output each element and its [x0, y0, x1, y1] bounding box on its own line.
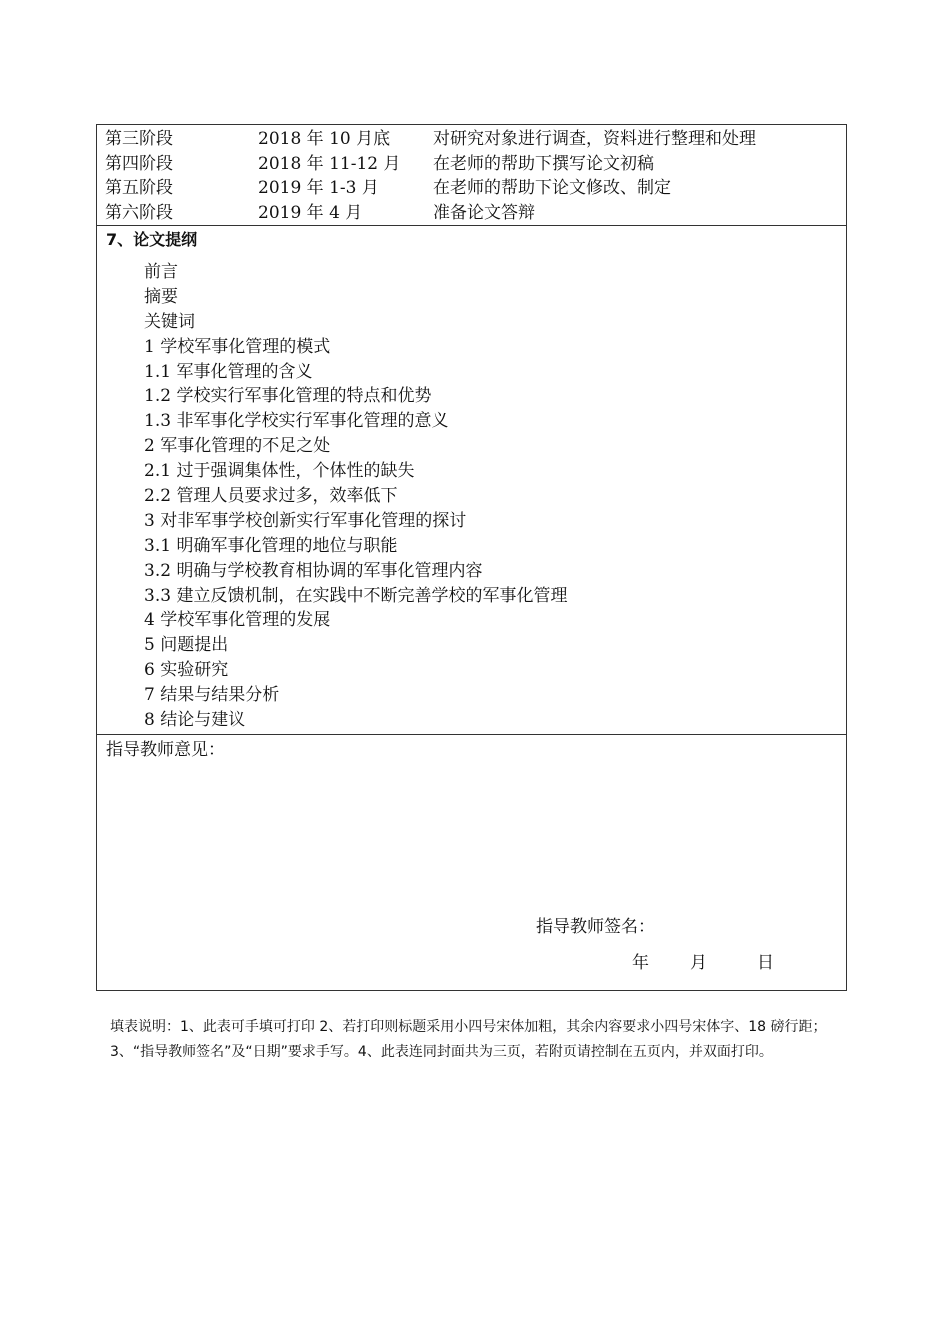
- stage-name: 第五阶段: [105, 178, 173, 198]
- stage-task: 对研究对象进行调查，资料进行整理和处理: [433, 129, 756, 149]
- thesis-outline-section: [97, 226, 846, 735]
- stage-name: 第六阶段: [105, 202, 173, 223]
- advisor-signature-label: 指导教师签名：: [536, 917, 655, 937]
- outline-item: 摘要: [144, 286, 178, 307]
- date-day-label: 日: [757, 953, 774, 973]
- stage-row: [105, 152, 846, 177]
- stage-name: 第三阶段: [105, 129, 173, 149]
- outline-item: 8 结论与建议: [144, 710, 246, 731]
- outline-item: 1.1 军事化管理的含义: [144, 361, 313, 382]
- outline-item: 3.1 明确军事化管理的地位与职能: [144, 535, 398, 556]
- stage-row: [105, 201, 846, 226]
- outline-item: 2.2 管理人员要求过多，效率低下: [144, 486, 398, 507]
- outline-item: 1.2 学校实行军事化管理的特点和优势: [144, 386, 432, 407]
- outline-item: 3.2 明确与学校教育相协调的军事化管理内容: [144, 560, 483, 581]
- outline-item: 1.3 非军事化学校实行军事化管理的意义: [144, 411, 449, 432]
- stage-task: 准备论文答辩: [433, 202, 535, 223]
- date-year-label: 年: [632, 953, 649, 973]
- outline-item: 4 学校军事化管理的发展: [144, 610, 331, 631]
- schedule-stages: [97, 125, 846, 226]
- outline-heading: 7、论文提纲: [106, 230, 198, 249]
- outline-item: 6 实验研究: [144, 660, 229, 681]
- stage-row: [105, 127, 846, 152]
- stage-name: 第四阶段: [105, 153, 173, 174]
- advisor-opinion-section: [97, 735, 846, 990]
- outline-item: 3.3 建立反馈机制，在实践中不断完善学校的军事化管理: [144, 585, 568, 606]
- outline-item: 关键词: [144, 311, 195, 332]
- stage-row: [105, 176, 846, 201]
- stage-time: 2018 年 10 月底: [258, 129, 391, 149]
- outline-item: 5 问题提出: [144, 635, 229, 656]
- outline-item: 2 军事化管理的不足之处: [144, 436, 331, 457]
- outline-item: 2.1 过于强调集体性，个体性的缺失: [144, 461, 415, 482]
- proposal-form-table: [96, 124, 847, 991]
- stage-time: 2019 年 4 月: [258, 202, 363, 223]
- form-instructions-note: 填表说明：1、此表可手填可打印 2、若打印则标题采用小四号宋体加粗，其余内容要求小四号宋体字、18 磅行距；3、“指导教师签名”及“日期”要求手写。4、此表连同封面共为三页，若附页请控制在五页内，并双面打印。: [110, 1019, 827, 1060]
- stage-task: 在老师的帮助下撰写论文初稿: [433, 153, 654, 174]
- stage-task: 在老师的帮助下论文修改、制定: [433, 178, 671, 198]
- outline-item: 前言: [144, 262, 178, 282]
- advisor-opinion-label: 指导教师意见：: [106, 740, 225, 760]
- stage-time: 2019 年 1-3 月: [258, 178, 379, 198]
- stage-time: 2018 年 11-12 月: [258, 153, 401, 174]
- outline-item: 1 学校军事化管理的模式: [144, 336, 331, 357]
- date-month-label: 月: [690, 953, 707, 973]
- outline-item: 3 对非军事学校创新实行军事化管理的探讨: [144, 510, 467, 531]
- outline-list: [144, 260, 567, 733]
- outline-item: 7 结果与结果分析: [144, 685, 280, 706]
